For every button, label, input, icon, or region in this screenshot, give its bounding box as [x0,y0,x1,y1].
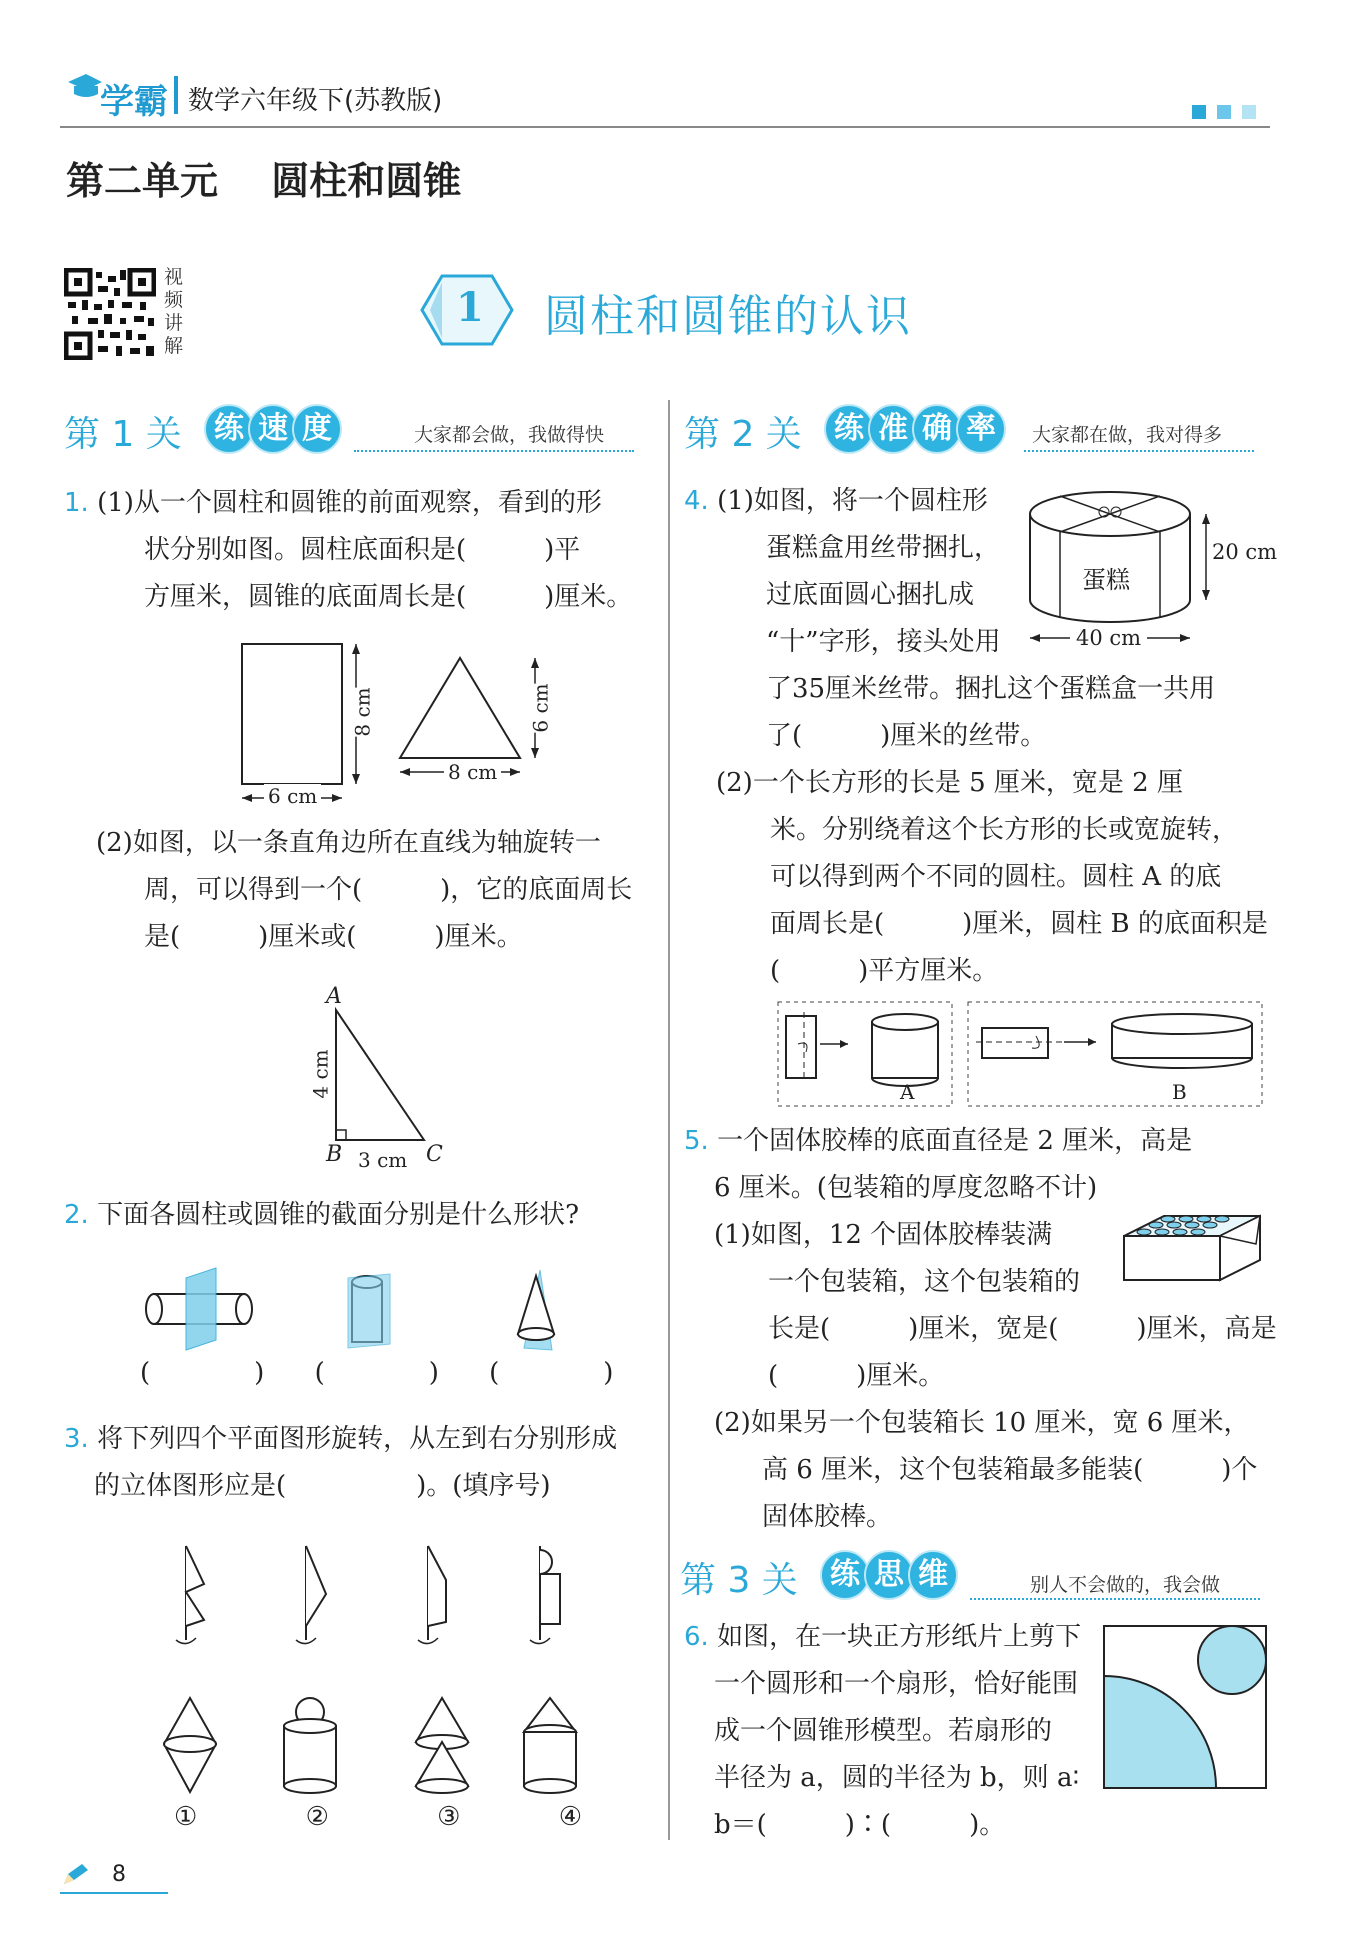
glue-box-figure [1110,1204,1270,1284]
q1-label-B: B [326,1142,343,1167]
q1-side-length: 4 cm [308,1049,333,1099]
question-1: 1. (1)从一个圆柱和圆锥的前面观察，看到的形 状分别如图。圆柱底面积是( )平 方厘米，圆锥的底面周长是( )厘米。 [64,488,633,612]
page-number: 8 [112,1862,126,1887]
header [60,60,1270,130]
level-1-label: 第 1 关 [64,414,182,455]
level-2-tagline: 大家都在做，我对得多 [1032,424,1223,446]
footer [60,1862,170,1892]
question-2: 2. 下面各圆柱或圆锥的截面分别是什么形状? [64,1200,580,1230]
q1-base-length: 3 cm [358,1148,408,1172]
level-1-banner: 第 1 关 练 速 度 大家都会做，我做得快 [64,402,644,462]
level-3-label: 第 3 关 [680,1560,798,1601]
q4-rotation-figures [776,1000,1266,1110]
level-3-tagline: 别人不会做的，我会做 [1030,1574,1221,1596]
q4-fig-B: B [1172,1080,1187,1104]
q1-rect-width: 6 cm [264,784,321,808]
question-1-part-2: (2)如图，以一条直角边所在直线为轴旋转一 周，可以得到一个( )，它的底面周长 是( )厘米或( )厘米。 [96,828,633,952]
q2-blanks [140,1350,620,1397]
q3-solid-figures [150,1690,590,1800]
graduation-cap-icon [66,70,102,100]
q2-blank-1[interactable]: ( ) [140,1358,265,1388]
column-divider [668,400,670,1840]
video-label: 视 频 讲 解 [164,266,184,357]
q2-blank-2[interactable]: ( ) [314,1358,439,1388]
q3-options [174,1802,582,1832]
qr-code[interactable] [64,268,156,360]
question-4: 4. (1)如图，将一个圆柱形 蛋糕盒用丝带捆扎， 过底面圆心捆扎成 “十”字形，接头处用 了35厘米丝带。捆扎这个蛋糕盒一共用 了( )厘米的丝带。 [684,486,1216,751]
lesson-title: 圆柱和圆锥的认识 [544,291,912,342]
pencil-icon [60,1862,90,1888]
cake-width: 40 cm [1070,626,1147,650]
q1-rect-height: 8 cm [350,687,375,737]
q1-label-A: A [326,984,342,1009]
q2-blank-3[interactable]: ( ) [489,1358,614,1388]
q4-fig-A: A [900,1080,915,1104]
level-1-tagline: 大家都会做，我做得快 [414,424,605,446]
level-3-banner: 第 3 关 练 思 维 别人不会做的，我会做 [680,1548,1270,1608]
cake-label: 蛋糕 [1082,566,1130,594]
cake-height: 20 cm [1212,540,1278,564]
option-2[interactable]: ② [305,1802,329,1832]
header-squares [1192,104,1256,123]
q1-label-C: C [426,1142,443,1167]
brand-name: 学霸 [100,82,168,122]
q1-figure-1 [230,630,570,810]
level-2-banner: 第 2 关 练 准 确 率 大家都在做，我对得多 [684,402,1264,462]
lesson-number: 1 [456,284,484,331]
question-4-part-2: (2)一个长方形的长是 5 厘米，宽是 2 厘 米。分别绕着这个长方形的长或宽旋转， 可以得到两个不同的圆柱。圆柱 A 的底 面周长是( )厘米，圆柱 B 的底面积是 ( )平方厘米。 [716,768,1268,986]
q1-tri-height: 6 cm [528,683,553,733]
qr-code-icon [64,268,156,360]
question-6: 6. 如图，在一块正方形纸片上剪下 一个圆形和一个扇形，恰好能围 成一个圆锥形模型。若扇形的 半径为 a，圆的半径为 b，则 a∶ b＝( )∶( )。 [684,1622,1082,1840]
square-sector-figure [1100,1622,1270,1792]
level-2-label: 第 2 关 [684,414,802,455]
option-4[interactable]: ④ [558,1802,583,1832]
question-3: 3. 将下列四个平面图形旋转，从左到右分别形成 的立体图形应是( )。(填序号) [64,1424,618,1501]
unit-heading: 第二单元 圆柱和圆锥 [66,159,462,203]
option-3[interactable]: ③ [437,1802,461,1832]
question-5: 5. 一个固体胶棒的底面直径是 2 厘米，高是 6 厘米。(包装箱的厚度忽略不计) (1)如图，12 个固体胶棒装满 一个包装箱，这个包装箱的 长是( )厘米，宽是( )厘米，高是 ( )厘米。 (2)如果另一个包装箱长 10 厘米，宽 6 厘米， 高 6 厘米，这个包装箱最多能装( )个 固体胶棒。 [684,1126,1277,1532]
lesson-header [418,272,938,348]
q2-figures [140,1264,600,1364]
q3-plane-figures [150,1540,590,1660]
q1-tri-width: 8 cm [444,760,501,784]
book-title: 数学六年级下(苏教版) [188,86,443,116]
option-1[interactable]: ① [174,1802,198,1832]
